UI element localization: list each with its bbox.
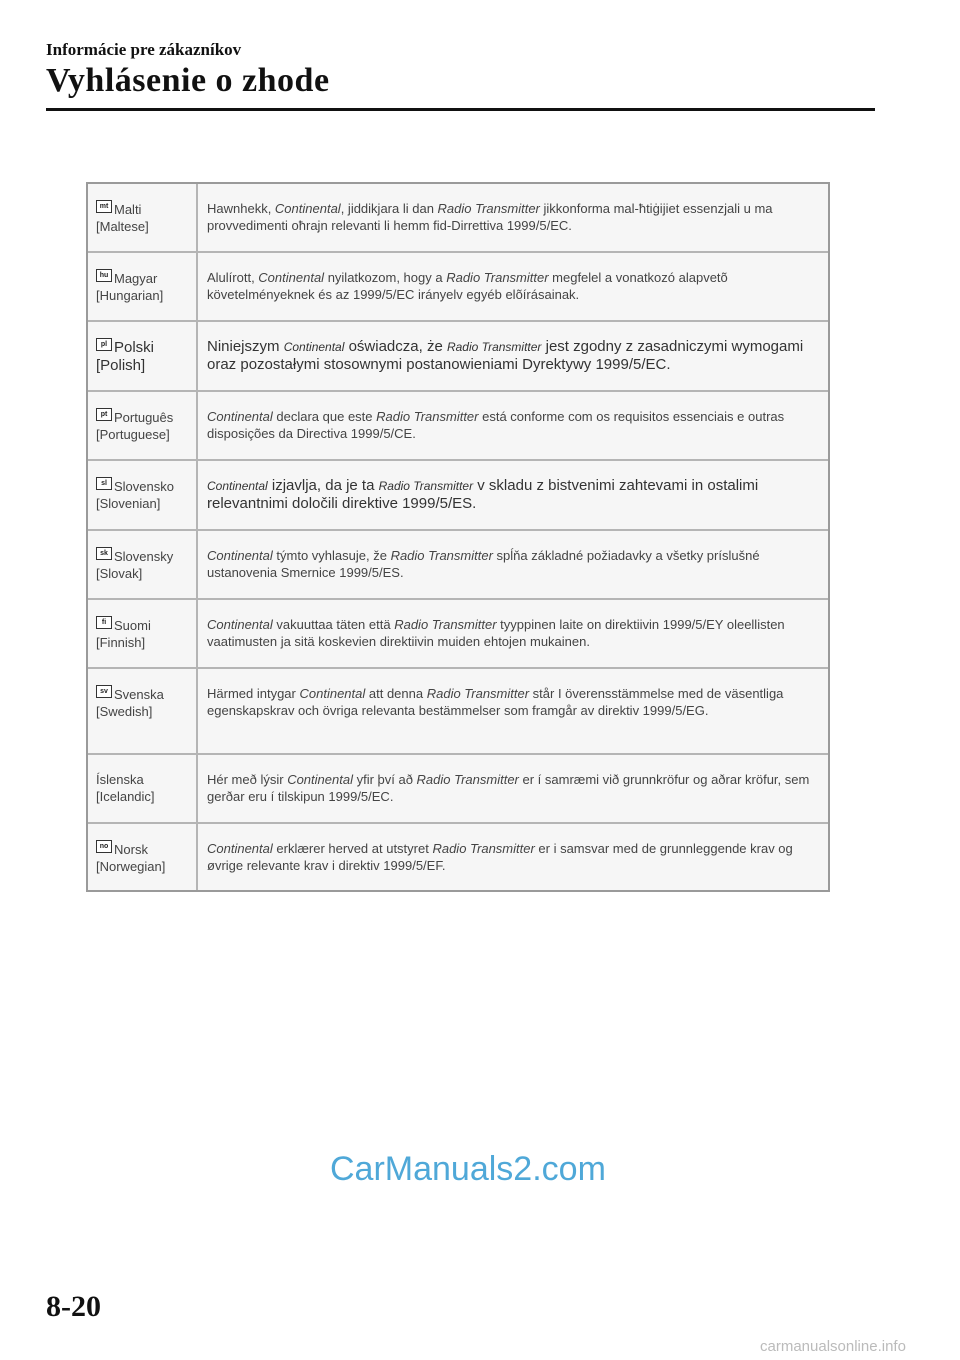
manufacturer-name: Continental [287, 772, 353, 787]
watermark-text: CarManuals2.com [330, 1150, 606, 1188]
manufacturer-name: Continental [207, 841, 273, 856]
declaration-text [198, 461, 828, 529]
flag-icon: no [96, 840, 112, 853]
table-row [88, 824, 828, 890]
language-cell [88, 392, 198, 459]
product-name: Radio Transmitter [394, 617, 497, 632]
language-name: Slovensko [114, 479, 174, 494]
text-part: Niniejszym [207, 338, 284, 355]
declaration-text [198, 322, 828, 390]
text-part: izjavlja, da je ta [267, 477, 379, 494]
text-part: vakuuttaa täten että [272, 617, 395, 632]
table-row [88, 669, 828, 755]
table-row [88, 322, 828, 392]
manufacturer-name: Continental [274, 201, 341, 216]
language-cell [88, 755, 198, 822]
table-row [88, 755, 828, 824]
language-cell [88, 184, 198, 251]
text-part: att denna [365, 686, 427, 701]
table-row [88, 600, 828, 669]
table-row [88, 461, 828, 531]
product-name: Radio Transmitter [376, 409, 479, 424]
section-label: Informácie pre zákazníkov [46, 40, 242, 59]
text-part: nyilatkozom, hogy a [324, 270, 447, 285]
language-english: [Hungarian] [96, 288, 164, 303]
manufacturer-name: Continental [283, 340, 345, 354]
text-part: er í samræmi við grunnkröfur og aðrar kröfur, sem gerðar eru í tilskipun 1999/5/EC. [207, 772, 810, 804]
language-name: Svenska [114, 687, 164, 702]
flag-icon: mt [96, 200, 112, 213]
language-cell [88, 824, 198, 890]
manufacturer-name: Continental [299, 686, 366, 701]
language-name: Slovensky [114, 549, 174, 564]
title-rule [46, 108, 875, 111]
text-part: spĺňa základné požiadavky a všetky príslušné ustanovenia Smernice 1999/5/ES. [207, 548, 760, 580]
language-english: [Slovenian] [96, 496, 161, 511]
language-english: [Maltese] [96, 219, 149, 234]
text-part: Hér með lýsir [207, 772, 288, 787]
language-name: Magyar [114, 271, 158, 286]
manufacturer-name: Continental [258, 270, 325, 285]
product-name: Radio Transmitter [432, 841, 535, 856]
declaration-text [198, 755, 828, 822]
flag-icon: fi [96, 616, 112, 629]
declaration-text [198, 392, 828, 459]
text-part: oświadcza, że [344, 338, 447, 355]
product-name: Radio Transmitter [426, 686, 530, 701]
language-name: Polski [114, 339, 155, 356]
product-name: Radio Transmitter [416, 772, 519, 787]
language-english: [Finnish] [96, 635, 146, 650]
flag-icon: sl [96, 477, 112, 490]
flag-icon: pl [96, 338, 112, 351]
text-part: tyyppinen laite on direktiivin 1999/5/EY oleellisten vaatimusten ja sitä koskevien direktiivin muiden ehtojen mukainen. [207, 617, 785, 649]
text-part: declara que este [272, 409, 377, 424]
text-part: v skladu z bistvenimi zahtevami in ostalimi relevantnimi določili direktive 1999/5/ES. [207, 477, 759, 512]
flag-icon: hu [96, 269, 112, 282]
language-cell [88, 461, 198, 529]
footer-site: carmanualsonline.info [760, 1338, 906, 1355]
product-name: Radio Transmitter [437, 201, 540, 216]
language-english: [Icelandic] [96, 789, 155, 804]
flag-icon: sk [96, 547, 112, 560]
text-part: , jiddikjara li dan [340, 201, 438, 216]
text-part: týmto vyhlasuje, že [272, 548, 391, 563]
language-english: [Portuguese] [96, 427, 170, 442]
declaration-text [198, 824, 828, 890]
language-name: Íslenska [96, 772, 144, 787]
language-name: Malti [114, 202, 142, 217]
declaration-table [86, 182, 830, 892]
text-part: Hawnhekk, [207, 201, 275, 216]
language-english: [Norwegian] [96, 859, 166, 874]
product-name: Radio Transmitter [446, 270, 549, 285]
language-cell [88, 322, 198, 390]
language-name: Suomi [114, 618, 151, 633]
product-name: Radio Transmitter [378, 479, 474, 493]
text-part: er i samsvar med de grunnleggende krav og øvrige relevante krav i direktiv 1999/5/EF. [207, 841, 793, 873]
table-row [88, 253, 828, 322]
text-part: Härmed intygar [207, 686, 300, 701]
text-part: yfir því að [352, 772, 417, 787]
table-row [88, 531, 828, 600]
language-english: [Polish] [96, 357, 146, 374]
manufacturer-name: Continental [207, 548, 273, 563]
text-part: megfelel a vonatkozó alapvetõ követelményeknek és az 1999/5/EC irányelv egyéb elõírásainak. [207, 270, 728, 302]
text-part: erklærer herved at utstyret [272, 841, 433, 856]
table-row [88, 184, 828, 253]
manufacturer-name: Continental [207, 479, 268, 493]
language-name: Português [114, 410, 174, 425]
declaration-text [198, 669, 828, 753]
declaration-text [198, 600, 828, 667]
flag-icon: pt [96, 408, 112, 421]
product-name: Radio Transmitter [446, 340, 542, 354]
declaration-text [198, 184, 828, 251]
flag-icon: sv [96, 685, 112, 698]
declaration-text [198, 253, 828, 320]
text-part: Alulírott, [207, 270, 259, 285]
language-english: [Swedish] [96, 704, 153, 719]
text-part: está conforme com os requisitos essenciais e outras disposições da Directiva 1999/5/CE. [207, 409, 785, 441]
text-part: jest zgodny z zasadniczymi wymogami oraz pozostałymi stosownymi postanowieniami Dyrektywy 1999/5/EC. [207, 338, 804, 373]
declaration-text [198, 531, 828, 598]
table-row [88, 392, 828, 461]
page-title: Vyhlásenie o zhode [46, 62, 330, 99]
language-cell [88, 669, 198, 753]
text-part: jikkonforma mal-ħtiġijiet essenzjali u ma provvedimenti oħrajn relevanti li hemm fid-Dirrettiva 1999/5/EC. [207, 201, 773, 233]
language-cell [88, 253, 198, 320]
page-number: 8-20 [46, 1290, 101, 1323]
language-cell [88, 600, 198, 667]
manufacturer-name: Continental [207, 409, 273, 424]
manufacturer-name: Continental [207, 617, 273, 632]
language-english: [Slovak] [96, 566, 143, 581]
text-part: står I överensstämmelse med de väsentliga egenskapskrav och övriga relevanta bestämmelser som framgår av direktiv 1999/5/EG. [207, 686, 784, 718]
product-name: Radio Transmitter [390, 548, 493, 563]
language-cell [88, 531, 198, 598]
language-name: Norsk [114, 842, 148, 857]
